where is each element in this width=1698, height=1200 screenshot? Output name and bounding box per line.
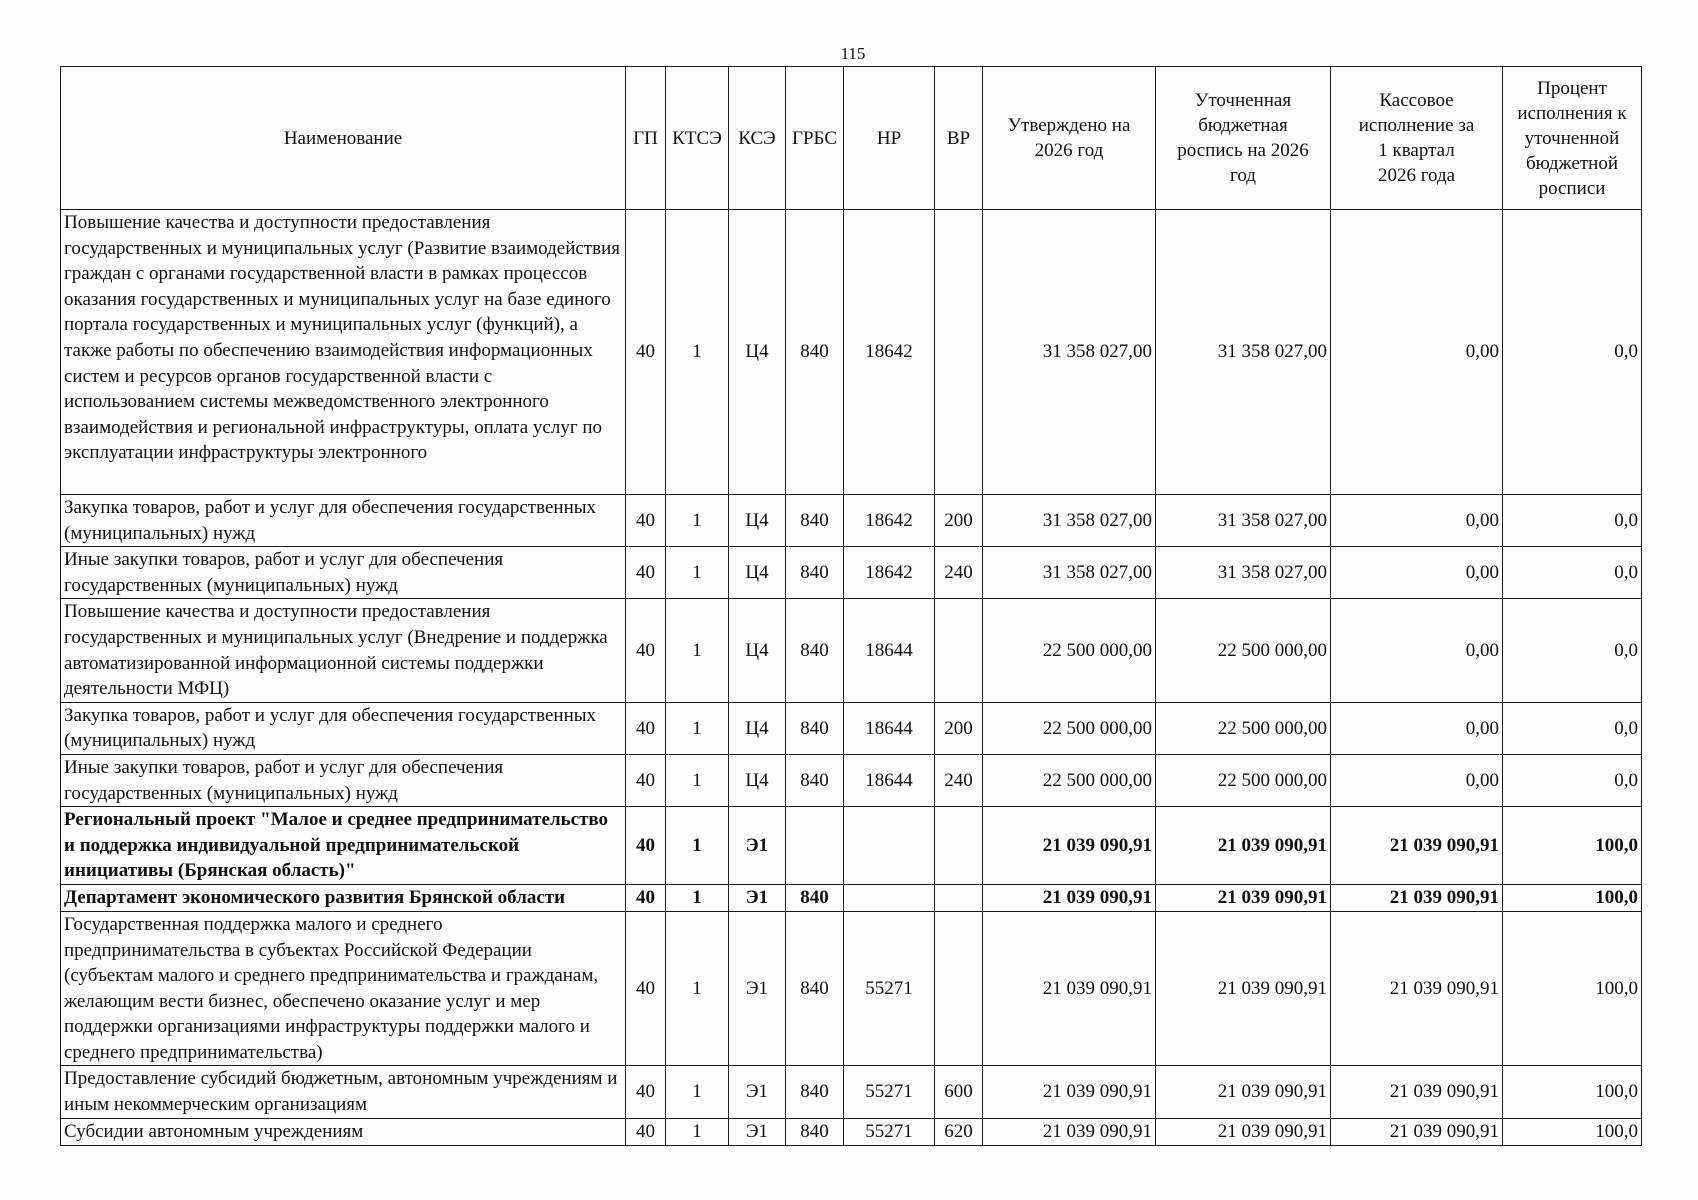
cell-grbs: 840 [786,547,844,599]
cell-percent: 100,0 [1503,911,1642,1066]
cell-vr: 600 [935,1066,983,1118]
table-row [61,495,1642,547]
cell-vr: 200 [935,495,983,547]
cell-ktse: 1 [666,599,729,702]
row-name: Региональный проект "Малое и среднее предпринимательство и поддержка индивидуальной предпринимательской инициативы (Брянская область)" [61,807,626,885]
cell-percent: 0,0 [1503,599,1642,702]
cell-percent: 0,0 [1503,754,1642,806]
cell-vr: 240 [935,754,983,806]
table-row-project [61,807,1642,885]
row-name: Субсидии автономным учреждениям [61,1118,626,1145]
cell-ktse: 1 [666,911,729,1066]
header-grbs: ГРБС [786,67,844,210]
cell-percent: 100,0 [1503,1066,1642,1118]
cell-gp: 40 [626,702,666,754]
table-row-department [61,884,1642,911]
cell-grbs [786,807,844,885]
cell-grbs: 840 [786,599,844,702]
cell-approved: 21 039 090,91 [983,807,1156,885]
cell-nr [844,807,935,885]
cell-nr: 18642 [844,547,935,599]
cell-cash: 21 039 090,91 [1331,884,1503,911]
header-nr: НР [844,67,935,210]
row-name: Закупка товаров, работ и услуг для обеспечения государственных (муниципальных) нужд [61,495,626,547]
cell-refined: 21 039 090,91 [1156,1066,1331,1118]
row-name: Иные закупки товаров, работ и услуг для обеспечения государственных (муниципальных) нужд [61,547,626,599]
cell-kse: Э1 [729,884,786,911]
budget-table [60,66,1642,1146]
cell-kse: Ц4 [729,599,786,702]
cell-approved: 31 358 027,00 [983,210,1156,495]
cell-percent: 0,0 [1503,547,1642,599]
cell-nr: 18642 [844,210,935,495]
table-row [61,911,1642,1066]
cell-gp: 40 [626,754,666,806]
cell-cash: 21 039 090,91 [1331,1118,1503,1145]
cell-approved: 22 500 000,00 [983,599,1156,702]
cell-grbs: 840 [786,702,844,754]
cell-approved: 21 039 090,91 [983,884,1156,911]
cell-approved: 21 039 090,91 [983,1118,1156,1145]
cell-kse: Ц4 [729,547,786,599]
cell-percent: 100,0 [1503,807,1642,885]
cell-gp: 40 [626,547,666,599]
header-ktse: КТСЭ [666,67,729,210]
header-kse: КСЭ [729,67,786,210]
cell-refined: 31 358 027,00 [1156,495,1331,547]
cell-kse: Ц4 [729,210,786,495]
cell-nr: 55271 [844,1066,935,1118]
cell-kse: Ц4 [729,495,786,547]
cell-refined: 21 039 090,91 [1156,1118,1331,1145]
cell-ktse: 1 [666,884,729,911]
header-percent: Процент исполнения к уточненной бюджетной росписи [1503,67,1642,210]
cell-refined: 22 500 000,00 [1156,702,1331,754]
cell-gp: 40 [626,495,666,547]
table-row [61,754,1642,806]
cell-refined: 31 358 027,00 [1156,210,1331,495]
cell-gp: 40 [626,884,666,911]
cell-cash: 0,00 [1331,210,1503,495]
cell-vr [935,599,983,702]
cell-ktse: 1 [666,210,729,495]
header-vr: ВР [935,67,983,210]
cell-nr: 18644 [844,702,935,754]
cell-nr: 55271 [844,911,935,1066]
cell-kse: Ц4 [729,702,786,754]
table-row [61,1118,1642,1145]
cell-vr: 200 [935,702,983,754]
cell-gp: 40 [626,807,666,885]
cell-cash: 0,00 [1331,599,1503,702]
cell-approved: 22 500 000,00 [983,754,1156,806]
cell-percent: 0,0 [1503,495,1642,547]
row-name: Департамент экономического развития Брянской области [61,884,626,911]
header-cash: Кассовое исполнение за 1 квартал 2026 года [1331,67,1503,210]
cell-vr [935,911,983,1066]
cell-percent: 0,0 [1503,210,1642,495]
cell-approved: 21 039 090,91 [983,911,1156,1066]
table-row [61,547,1642,599]
table-row [61,210,1642,495]
cell-refined: 21 039 090,91 [1156,807,1331,885]
cell-vr: 620 [935,1118,983,1145]
cell-grbs: 840 [786,1118,844,1145]
cell-nr [844,884,935,911]
cell-refined: 31 358 027,00 [1156,547,1331,599]
cell-percent: 100,0 [1503,1118,1642,1145]
table-body [61,210,1642,1146]
cell-cash: 0,00 [1331,547,1503,599]
cell-kse: Э1 [729,807,786,885]
row-name: Государственная поддержка малого и среднего предпринимательства в субъектах Российской Федерации (субъектам малого и среднего предпринимательства и гражданам, желающим вести бизнес, обеспечено оказание услуг и мер поддержки организациями инфраструктуры поддержки малого и среднего предпринимательства) [61,911,626,1066]
cell-cash: 0,00 [1331,702,1503,754]
cell-refined: 22 500 000,00 [1156,754,1331,806]
cell-percent: 0,0 [1503,702,1642,754]
cell-ktse: 1 [666,807,729,885]
header-gp: ГП [626,67,666,210]
cell-refined: 21 039 090,91 [1156,884,1331,911]
cell-ktse: 1 [666,495,729,547]
cell-approved: 21 039 090,91 [983,1066,1156,1118]
cell-refined: 22 500 000,00 [1156,599,1331,702]
cell-gp: 40 [626,599,666,702]
cell-gp: 40 [626,210,666,495]
cell-nr: 55271 [844,1118,935,1145]
header-refined: Уточненная бюджетная роспись на 2026 год [1156,67,1331,210]
cell-grbs: 840 [786,884,844,911]
cell-kse: Э1 [729,911,786,1066]
row-name: Предоставление субсидий бюджетным, автономным учреждениям и иным некоммерческим организациям [61,1066,626,1118]
cell-gp: 40 [626,1066,666,1118]
cell-cash: 0,00 [1331,495,1503,547]
cell-vr [935,210,983,495]
cell-gp: 40 [626,1118,666,1145]
cell-grbs: 840 [786,1066,844,1118]
cell-vr: 240 [935,547,983,599]
cell-vr [935,884,983,911]
row-name: Закупка товаров, работ и услуг для обеспечения государственных (муниципальных) нужд [61,702,626,754]
row-name: Иные закупки товаров, работ и услуг для обеспечения государственных (муниципальных) нужд [61,754,626,806]
row-name: Повышение качества и доступности предоставления государственных и муниципальных услуг (Развитие взаимодействия граждан с органами государственной власти в рамках процессов оказания государственных и муниципальных услуг на базе единого портала государственных и муниципальных услуг (функций), а также работы по обеспечению взаимодействия информационных систем и ресурсов органов государственной власти с использованием системы межведомственного электронного взаимодействия и региональной инфраструктуры, оплата услуг по эксплуатации инфраструктуры электронного [61,210,626,495]
cell-grbs: 840 [786,210,844,495]
cell-cash: 21 039 090,91 [1331,1066,1503,1118]
table-row [61,599,1642,702]
cell-grbs: 840 [786,911,844,1066]
row-name: Повышение качества и доступности предоставления государственных и муниципальных услуг (Внедрение и поддержка автоматизированной информационной системы поддержки деятельности МФЦ) [61,599,626,702]
cell-approved: 31 358 027,00 [983,495,1156,547]
cell-kse: Э1 [729,1118,786,1145]
cell-approved: 22 500 000,00 [983,702,1156,754]
cell-ktse: 1 [666,547,729,599]
cell-ktse: 1 [666,1066,729,1118]
cell-nr: 18644 [844,599,935,702]
page-number: 115 [840,44,866,63]
table-row [61,1066,1642,1118]
cell-grbs: 840 [786,495,844,547]
cell-approved: 31 358 027,00 [983,547,1156,599]
cell-kse: Ц4 [729,754,786,806]
cell-ktse: 1 [666,1118,729,1145]
cell-grbs: 840 [786,754,844,806]
cell-nr: 18644 [844,754,935,806]
cell-cash: 21 039 090,91 [1331,911,1503,1066]
cell-refined: 21 039 090,91 [1156,911,1331,1066]
cell-ktse: 1 [666,702,729,754]
cell-cash: 21 039 090,91 [1331,807,1503,885]
table-row [61,702,1642,754]
header-approved: Утверждено на 2026 год [983,67,1156,210]
cell-nr: 18642 [844,495,935,547]
cell-percent: 100,0 [1503,884,1642,911]
cell-ktse: 1 [666,754,729,806]
table-header-row [61,67,1642,210]
cell-kse: Э1 [729,1066,786,1118]
cell-gp: 40 [626,911,666,1066]
header-name: Наименование [61,67,626,210]
cell-cash: 0,00 [1331,754,1503,806]
cell-vr [935,807,983,885]
